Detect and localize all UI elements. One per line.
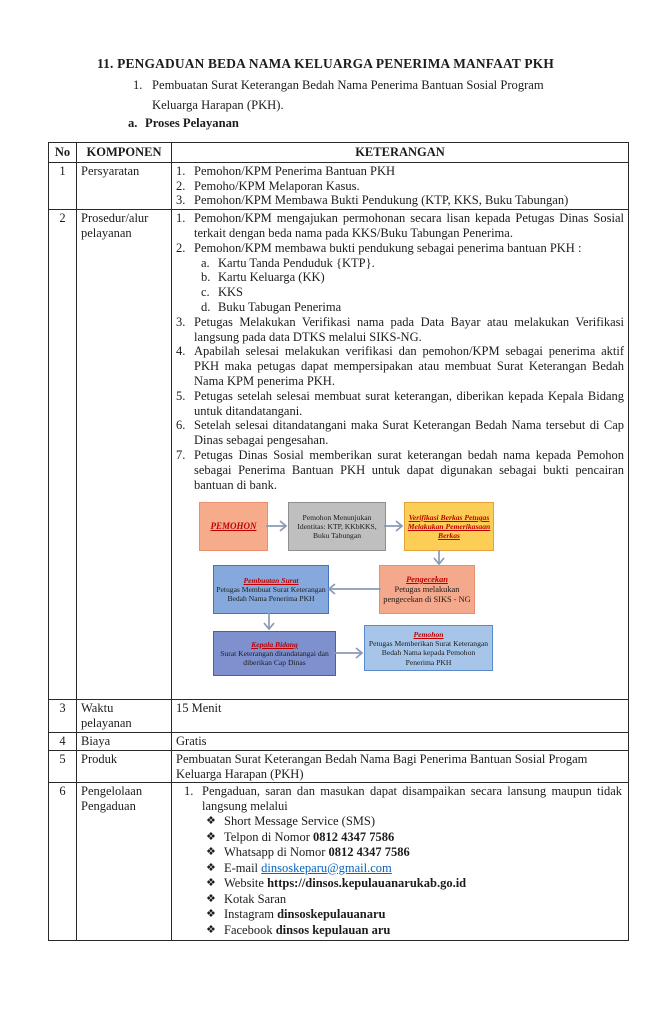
flowchart-box-body: Petugas Membuat Surat Keterangan Bedah Nama Penerima PKH [216, 585, 326, 604]
table-row [49, 783, 629, 940]
flowchart-box-verifikasi-berkas [404, 502, 494, 551]
item-text: Kartu Keluarga (KK) [218, 270, 325, 285]
flowchart-box-pembuatan-surat [213, 565, 329, 614]
diamond-bullet-icon: ❖ [206, 908, 216, 921]
list-item [176, 193, 624, 208]
flowchart-box-title: Pemohon [413, 629, 444, 639]
section-letter: a. [128, 116, 138, 130]
row-no: 1 [49, 162, 77, 209]
diamond-bullet-icon: ❖ [206, 861, 216, 874]
col-header-keterangan: KETERANGAN [172, 143, 629, 163]
diamond-bullet-icon: ❖ [206, 877, 216, 890]
flowchart-box-pengecekan [379, 565, 475, 614]
sub-list-item [201, 256, 624, 271]
sub-list-item [201, 270, 624, 285]
item-number: 6. [176, 418, 186, 433]
item-text: Pemohon/KPM Penerima Bantuan PKH [194, 163, 396, 178]
sub-list [201, 256, 624, 315]
channel-label: Website [224, 876, 268, 891]
item-number: 1. [176, 211, 186, 226]
page-title: 11. PENGADUAN BEDA NAMA KELUARGA PENERIMA MANFAAT PKH [97, 56, 554, 71]
item-text: Pemohon/KPM Membawa Bukti Pendukung (KTP, KKS, Buku Tabungan) [194, 193, 569, 208]
row-komponen: Pengelolaan Pengaduan [77, 783, 172, 940]
channel-suggestion-box [206, 892, 624, 908]
list-item [176, 241, 624, 256]
item-number: 3. [176, 193, 186, 208]
channel-label: Short Message Service (SMS) [224, 813, 376, 828]
arrow-right-icon [384, 518, 406, 534]
list-item [176, 448, 624, 492]
channel-sms [206, 814, 624, 830]
row-keterangan [172, 210, 629, 700]
item-number: 7. [176, 447, 186, 462]
flowchart-box-pemohon-akhir [364, 625, 493, 671]
channel-phone [206, 830, 624, 846]
channel-label: Kotak Saran [224, 891, 287, 906]
item-number: 5. [176, 388, 186, 403]
item-text: Petugas Dinas Sosial memberikan surat keterangan bedah nama kepada Pemohon sebagai Penerima Bantuan PKH untuk dapat digunakan sebagai bukti pencairan bantuan di bank. [194, 447, 624, 492]
row-keterangan: Pembuatan Surat Keterangan Bedah Nama Bagi Penerima Bantuan Sosial Progam Keluarga Harapan (PKH) [172, 750, 629, 783]
diamond-bullet-icon: ❖ [206, 846, 216, 859]
instagram-handle: dinsoskepulauanaru [277, 907, 386, 922]
row-keterangan [172, 783, 629, 940]
flowchart-box-kepala-bidang [213, 631, 336, 676]
row-no: 4 [49, 732, 77, 750]
flowchart-box-title: PEMOHON [210, 521, 257, 532]
subtitle-number: 1. [133, 78, 143, 92]
row-no: 5 [49, 750, 77, 783]
table-row [49, 162, 629, 209]
service-table [48, 142, 629, 941]
col-header-komponen: KOMPONEN [77, 143, 172, 163]
list-item [176, 211, 624, 241]
subtitle [133, 76, 579, 115]
flowchart-box-identitas [288, 502, 386, 551]
item-number: 3. [176, 314, 186, 329]
item-number: 2. [176, 178, 186, 193]
list-item [176, 164, 624, 179]
section-label [128, 116, 667, 131]
item-text: Pemohon/KPM membawa bukti pendukung sebagai penerima bantuan PKH : [194, 240, 582, 255]
flowchart-box-body: Petugas melakukan pengecekan di SIKS - NG [383, 584, 471, 604]
table-row [49, 732, 629, 750]
row-komponen: Waktu pelayanan [77, 700, 172, 733]
row-komponen: Prosedur/alur pelayanan [77, 210, 172, 700]
document-header [0, 56, 667, 131]
flowchart-box-title: Pengecekan [406, 574, 448, 584]
list-item [176, 179, 624, 194]
channel-label: Telpon di Nomor [224, 829, 314, 844]
channel-list [206, 814, 624, 939]
sub-list-item [201, 300, 624, 315]
flowchart-box-body: Petugas Memberikan Surat Keterangan Bedah Nama kepada Pemohon Penerima PKH [368, 639, 489, 667]
channel-label: Whatsapp di Nomor [224, 845, 329, 860]
channel-label: Instagram [224, 907, 278, 922]
item-number: 1. [184, 784, 194, 799]
item-text: Buku Tabugan Penerima [218, 299, 342, 314]
diamond-bullet-icon: ❖ [206, 814, 216, 827]
website-url: https://dinsos.kepulauanarukab.go.id [267, 876, 467, 891]
channel-whatsapp [206, 845, 624, 861]
table-row [49, 210, 629, 700]
flowchart-box-title: Kepala Bidang [251, 640, 298, 650]
phone-number: 0812 4347 7586 [313, 829, 395, 844]
list-item [176, 315, 624, 345]
item-text: Setelah selesai ditandatangani maka Surat Keterangan Bedah Nama tersebut di Cap Dinas sebagai pengesahan. [194, 418, 624, 448]
email-link[interactable]: dinsoskeparu@gmail.com [261, 860, 392, 875]
arrow-down-icon [431, 550, 447, 567]
channel-facebook [206, 923, 624, 939]
table-row [49, 750, 629, 783]
section-text: Proses Pelayanan [145, 116, 239, 130]
item-number: 1. [176, 163, 186, 178]
process-flowchart [176, 498, 624, 698]
arrow-right-icon [266, 518, 290, 534]
item-letter: b. [201, 270, 211, 285]
facebook-handle: dinsos kepulauan aru [275, 923, 391, 938]
arrow-left-icon [327, 581, 381, 597]
complaint-intro [184, 784, 624, 814]
diamond-bullet-icon: ❖ [206, 892, 216, 905]
table-header-row [49, 143, 629, 163]
col-header-no: No [49, 143, 77, 163]
item-number: 4. [176, 344, 186, 359]
item-number: 2. [176, 240, 186, 255]
subtitle-text: Pembuatan Surat Keterangan Bedah Nama Penerima Bantuan Sosial Program Keluarga Harapan (PKH). [152, 78, 544, 112]
row-komponen: Biaya [77, 732, 172, 750]
item-letter: c. [201, 285, 210, 300]
arrow-down-icon [261, 613, 277, 632]
row-keterangan: Gratis [172, 732, 629, 750]
row-no: 2 [49, 210, 77, 700]
item-letter: d. [201, 299, 211, 314]
row-komponen: Persyaratan [77, 162, 172, 209]
channel-instagram [206, 907, 624, 923]
flowchart-box-title: Pembuatan Surat [243, 576, 299, 586]
whatsapp-number: 0812 4347 7586 [328, 845, 410, 860]
channel-label: E-mail [224, 860, 262, 875]
flowchart-box-pemohon [199, 502, 268, 551]
list-item [176, 344, 624, 388]
row-keterangan: 15 Menit [172, 700, 629, 733]
row-komponen: Produk [77, 750, 172, 783]
item-text: KKS [218, 285, 244, 300]
item-text: Petugas Melakukan Verifikasi nama pada Data Bayar atau melakukan Verifikasi langsung pada data DTKS melalui SIKS-NG. [194, 314, 624, 344]
item-text: Pemoho/KPM Melaporan Kasus. [194, 178, 360, 193]
item-text: Pemohon/KPM mengajukan permohonan secara lisan kepada Petugas Dinas Sosial terkait dengan beda nama pada KKS/Buku Tabungan Penerima. [194, 211, 624, 240]
item-text: Petugas setelah selesai membuat surat keterangan, diberikan kepada Kepala Bidang untuk ditandatangani. [194, 388, 624, 418]
item-text: Apabilah selesai melakukan verifikasi dan pemohon/KPM sebagai penerima aktif PKH maka petugas dapat mempersipakan atau membuat Surat Keterangan Bedah Nama KPM penerima PKH. [194, 344, 624, 388]
flowchart-box-title: Verifikasi Berkas Petugas Melakukan Pemerikasaan Berkas [407, 513, 491, 541]
table-row [49, 700, 629, 733]
channel-email [206, 861, 624, 877]
diamond-bullet-icon: ❖ [206, 830, 216, 843]
item-text: Kartu Tanda Penduduk {KTP}. [218, 255, 375, 270]
arrow-right-icon [334, 645, 366, 661]
flowchart-box-body: Pemohon Menunjukan Identitas: KTP, KKbKKS, Buku Tabungan [297, 513, 377, 541]
item-letter: a. [201, 255, 210, 270]
item-text: Pengaduan, saran dan masukan dapat disampaikan secara lansung maupun tidak langsung melalui [202, 784, 622, 814]
channel-label: Facebook [224, 923, 276, 938]
diamond-bullet-icon: ❖ [206, 924, 216, 937]
row-no: 6 [49, 783, 77, 940]
sub-list-item [201, 285, 624, 300]
channel-website [206, 876, 624, 892]
list-item [176, 418, 624, 448]
flowchart-box-body: Surat Keterangan ditandatangai dan diberikan Cap Dinas [220, 649, 329, 668]
row-keterangan [172, 162, 629, 209]
list-item [176, 389, 624, 419]
row-no: 3 [49, 700, 77, 733]
